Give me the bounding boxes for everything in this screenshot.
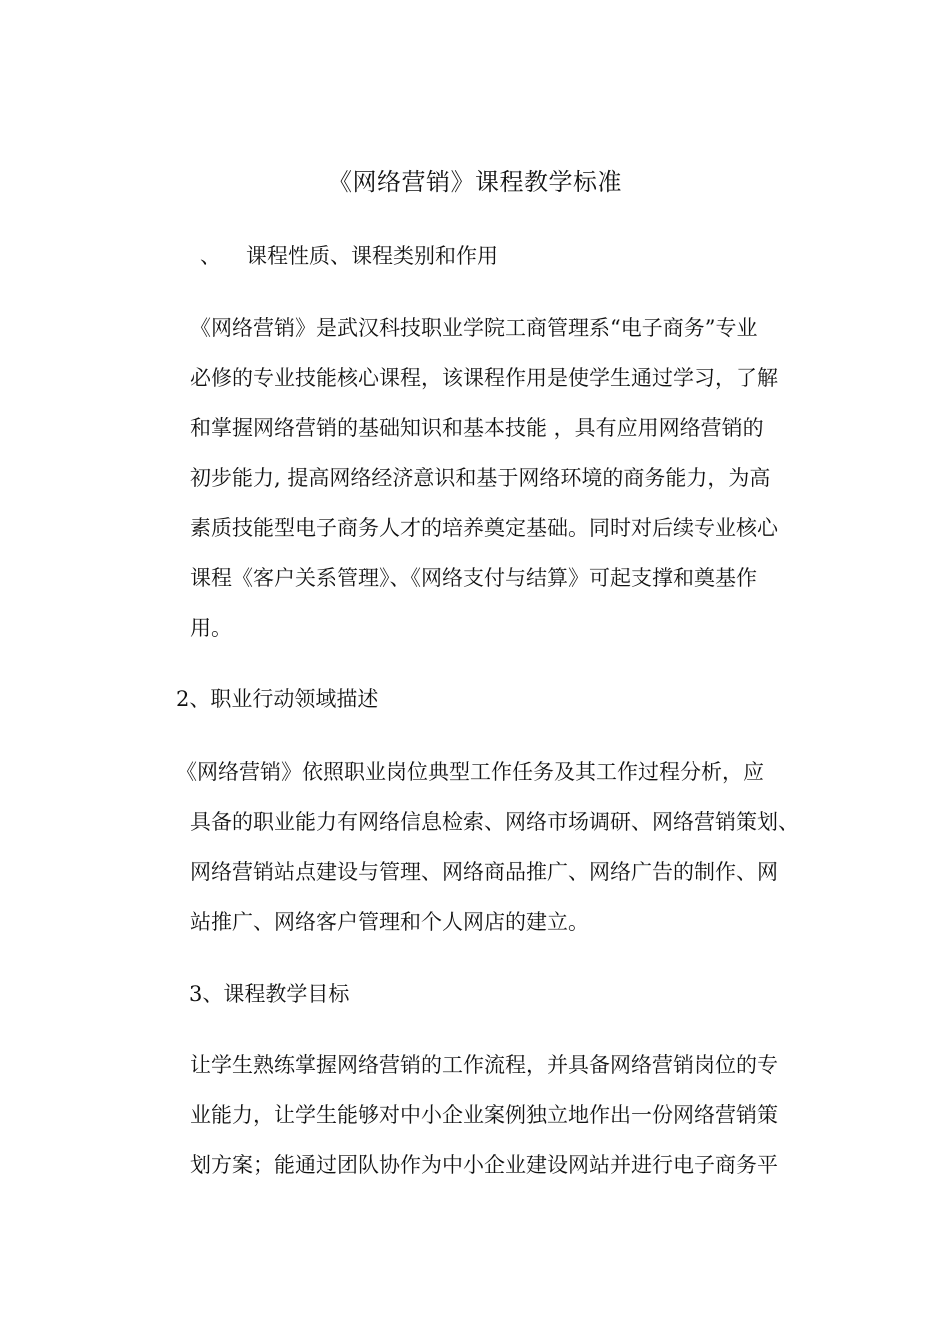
section-2-heading: 2、职业行动领域描述: [176, 687, 379, 711]
paragraph-line: 业能力，让学生能够对中小企业案例独立地作出一份网络营销策: [190, 1103, 778, 1127]
paragraph-line: 站推广、网络客户管理和个人网店的建立。: [190, 910, 589, 934]
paragraph-line: 《网络营销》依照职业岗位典型工作任务及其工作过程分析，应: [176, 760, 764, 784]
paragraph-line: 素质技能型电子商务人才的培养奠定基础。同时对后续专业核心: [190, 516, 778, 540]
section-1-heading: 课程性质、课程类别和作用: [246, 244, 498, 268]
paragraph-line: 划方案；能通过团队协作为中小企业建设网站并进行电子商务平: [190, 1153, 778, 1177]
paragraph-line: 具备的职业能力有网络信息检索、网络市场调研、网络营销策划、: [190, 810, 799, 834]
paragraph-line: 课程《客户关系管理》、《网络支付与结算》可起支撑和奠基作: [190, 566, 757, 590]
document-title: 《网络营销》课程教学标准: [328, 168, 622, 196]
paragraph-line: 让学生熟练掌握网络营销的工作流程，并具备网络营销岗位的专: [190, 1053, 778, 1077]
paragraph-line: 和掌握网络营销的基础知识和基本技能 ，具有应用网络营销的: [190, 416, 764, 440]
section-2-paragraph: [176, 747, 799, 947]
paragraph-line: 必修的专业技能核心课程，该课程作用是使学生通过学习，了解: [190, 366, 778, 390]
paragraph-line: 初步能力, 提高网络经济意识和基于网络环境的商务能力，为高: [190, 466, 771, 490]
section-1-number: 、: [200, 244, 221, 268]
paragraph-line: 《网络营销》是武汉科技职业学院工商管理系“电子商务”专业: [190, 316, 758, 340]
paragraph-line: 用。: [190, 616, 232, 640]
paragraph-line: 网络营销站点建设与管理、网络商品推广、网络广告的制作、网: [190, 860, 778, 884]
section-3-paragraph: [190, 1040, 778, 1190]
section-3-heading: 3、课程教学目标: [189, 982, 350, 1006]
section-1-paragraph: [190, 303, 778, 653]
